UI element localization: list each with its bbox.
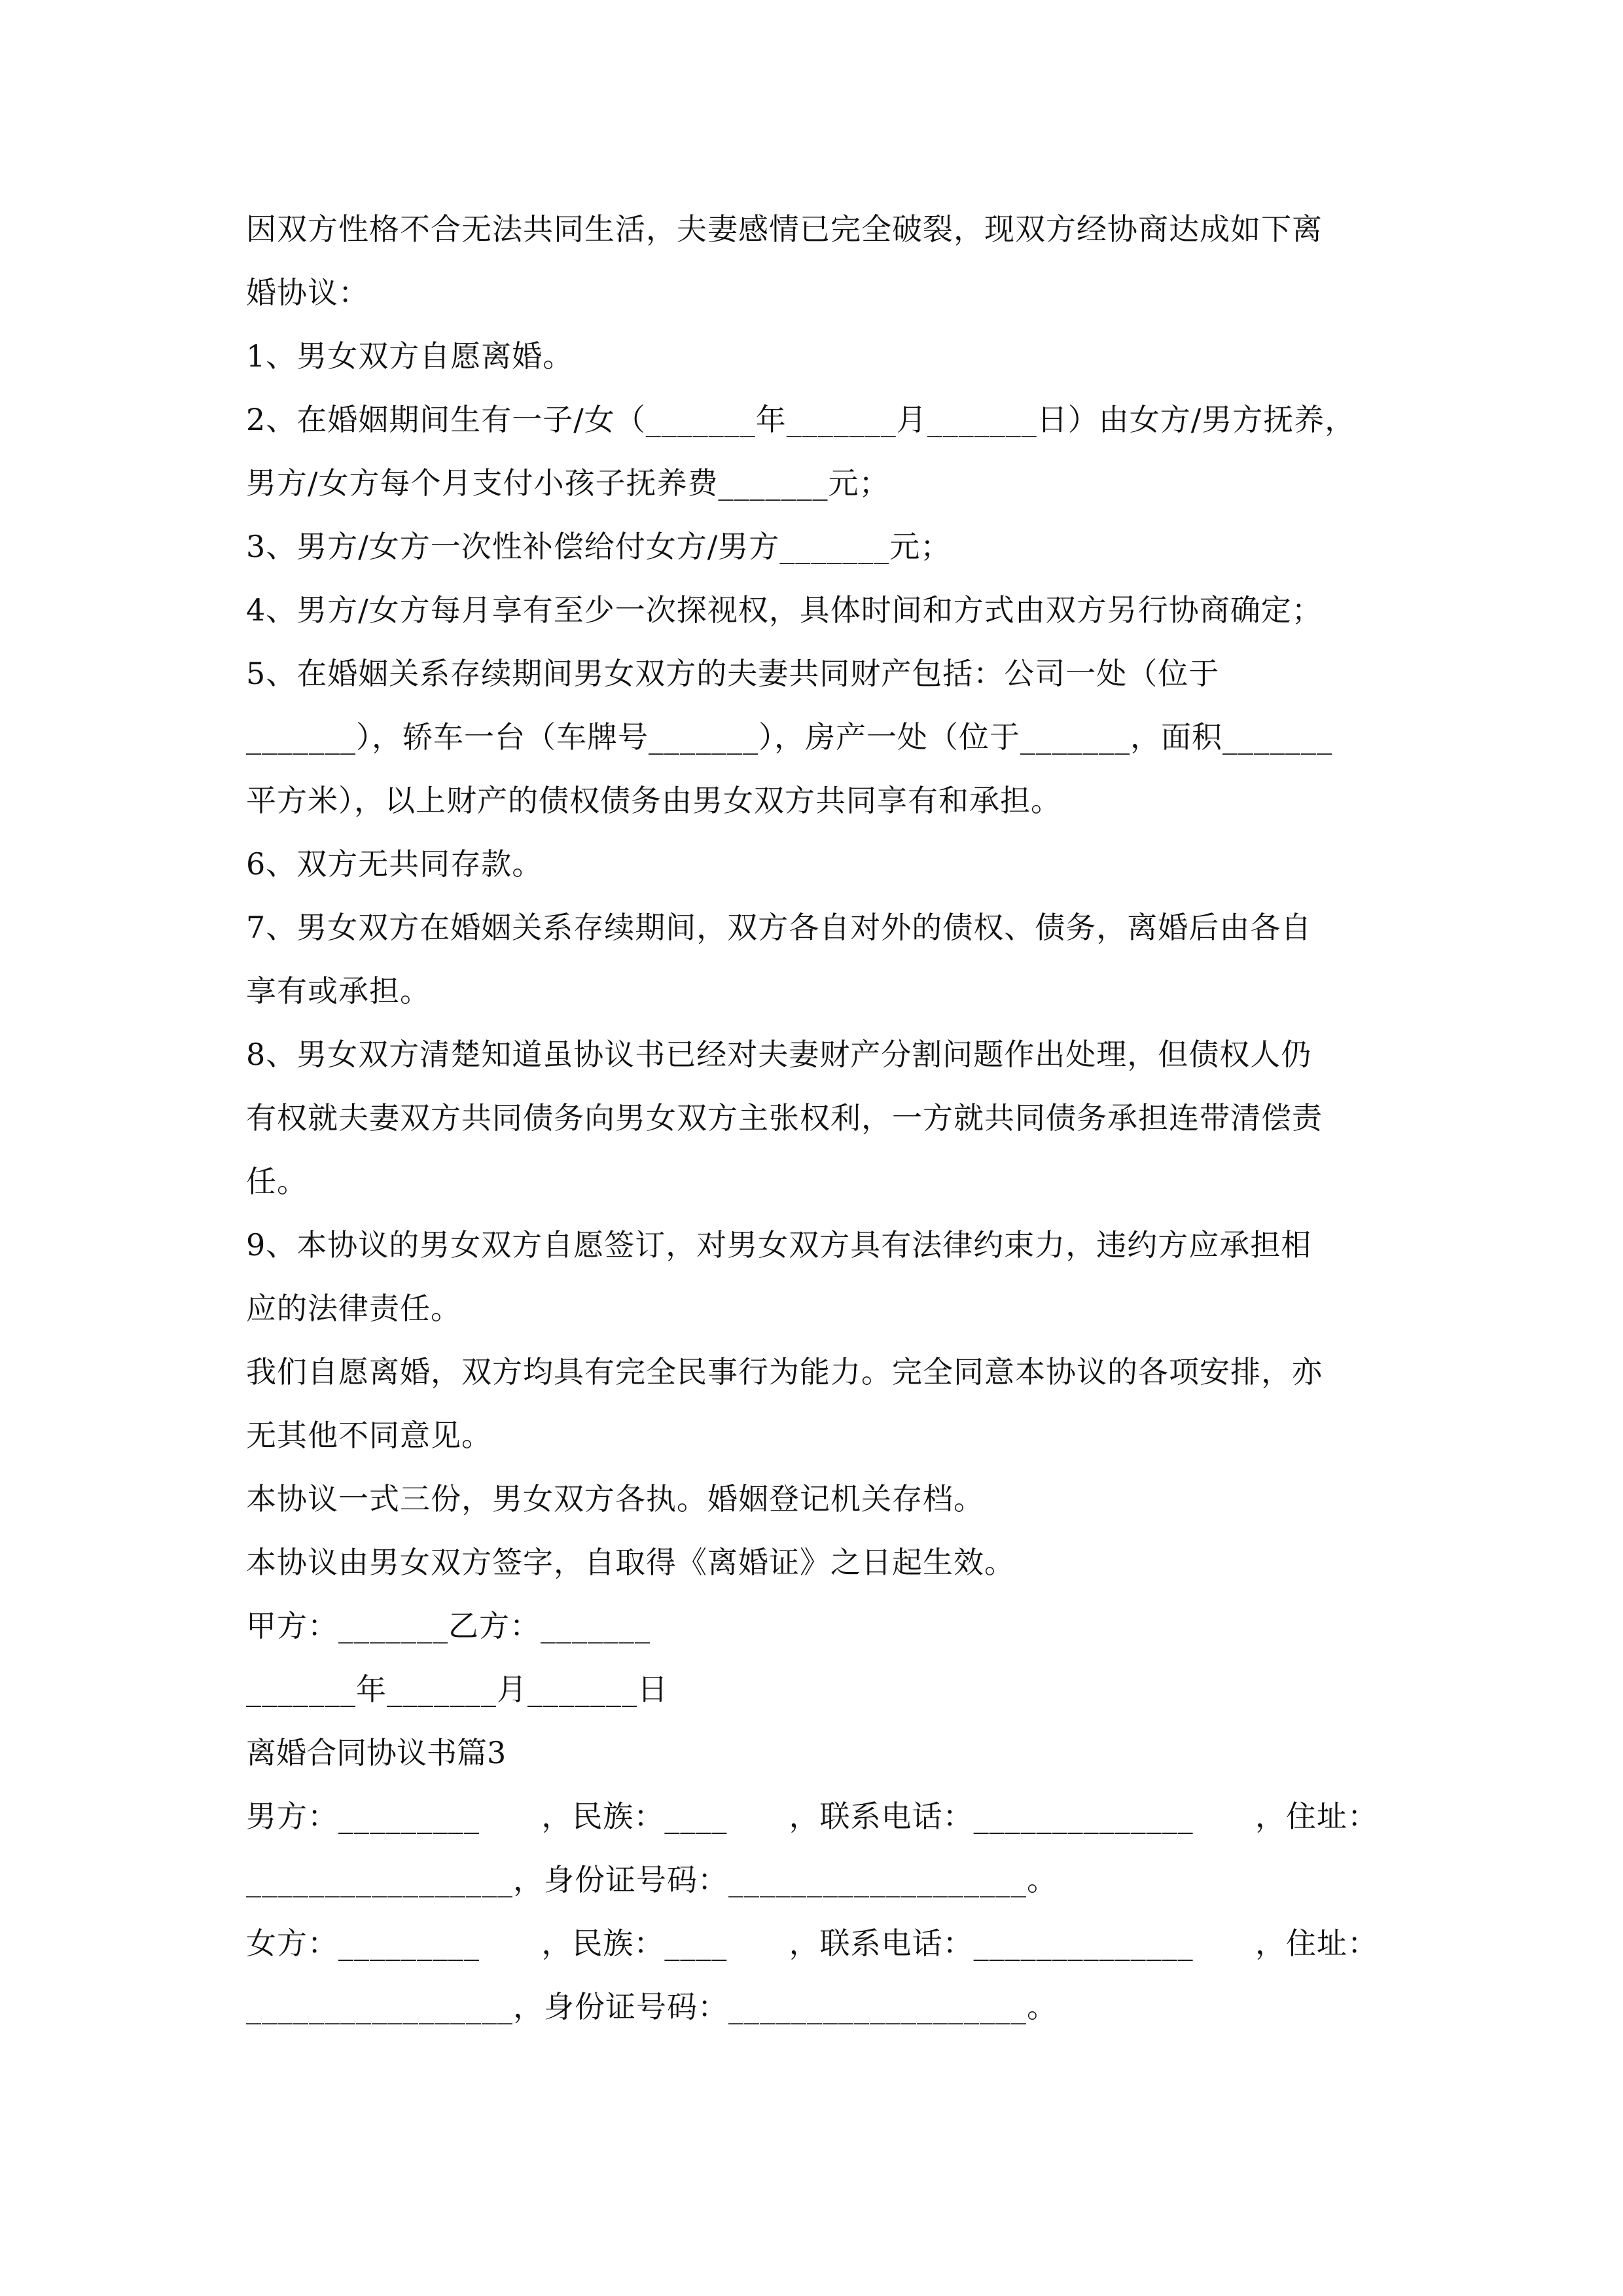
clause-3: 3、男方/女方一次性补偿给付女方/男方_______元； — [246, 529, 952, 564]
female-ethnicity-field: ，民族：____ — [541, 1926, 728, 1961]
paragraph-line: 因双方性格不合无法共同生活，夫妻感情已完全破裂，现双方经协商达成如下离 — [246, 211, 1323, 247]
clause-9-cont: 应的法律责任。 — [246, 1291, 461, 1326]
male-phone-field: ，联系电话：______________ — [789, 1799, 1194, 1834]
clause-7: 7、男女双方在婚姻关系存续期间，双方各自对外的债权、债务，离婚后由各自 — [246, 910, 1312, 945]
clause-5: 5、在婚姻关系存续期间男女双方的夫妻共同财产包括：公司一处（位于 — [246, 656, 1220, 691]
declaration-cont: 无其他不同意见。 — [246, 1418, 492, 1453]
male-party-field: 男方：_________ — [246, 1799, 480, 1834]
copies-statement: 本协议一式三份，男女双方各执。婚姻登记机关存档。 — [246, 1481, 984, 1516]
agreement-body — [246, 198, 1378, 2039]
clause-7-cont: 享有或承担。 — [246, 973, 431, 1009]
female-party-field: 女方：_________ — [246, 1926, 480, 1961]
female-address-label: ，住址： — [1255, 1926, 1378, 1961]
clause-2-cont: 男方/女方每个月支付小孩子抚养费_______元； — [246, 465, 890, 501]
female-info-row — [246, 1912, 1378, 1975]
male-info-row — [246, 1785, 1378, 1848]
clause-1: 1、男女双方自愿离婚。 — [246, 338, 574, 374]
clause-2: 2、在婚姻期间生有一子/女（_______年_______月_______日）由女方/男方抚养， — [246, 402, 1356, 437]
male-address-label: ，住址： — [1255, 1799, 1378, 1834]
declaration: 我们自愿离婚，双方均具有完全民事行为能力。完全同意本协议的各项安排，亦 — [246, 1354, 1323, 1390]
clause-8: 8、男女双方清楚知道虽协议书已经对夫妻财产分割问题作出处理，但债权人仍 — [246, 1037, 1312, 1072]
clause-5-cont: _______），轿车一台（车牌号_______），房产一处（位于_______，面积_______ — [246, 719, 1332, 755]
clause-5-cont: 平方米），以上财产的债权债务由男女双方共同享有和承担。 — [246, 783, 1061, 818]
clause-4: 4、男方/女方每月享有至少一次探视权，具体时间和方式由双方另行协商确定； — [246, 592, 1323, 628]
paragraph-line: 婚协议： — [246, 275, 369, 310]
female-id-line: _________________，身份证号码：___________________。 — [246, 1989, 1058, 2024]
female-phone-field: ，联系电话：______________ — [789, 1926, 1194, 1961]
clause-8-cont: 有权就夫妻双方共同债务向男女双方主张权利，一方就共同债务承担连带清偿责 — [246, 1100, 1323, 1136]
clause-9: 9、本协议的男女双方自愿签订，对男女双方具有法律约束力，违约方应承担相 — [246, 1227, 1312, 1263]
male-id-line: _________________，身份证号码：___________________。 — [246, 1862, 1058, 1897]
effective-statement: 本协议由男女双方签字，自取得《离婚证》之日起生效。 — [246, 1545, 1015, 1580]
date-line: _______年_______月_______日 — [246, 1672, 668, 1707]
clause-6: 6、双方无共同存款。 — [246, 846, 543, 882]
male-ethnicity-field: ，民族：____ — [541, 1799, 728, 1834]
section-title: 离婚合同协议书篇3 — [246, 1735, 507, 1770]
signature-line: 甲方：_______乙方：_______ — [246, 1608, 651, 1643]
clause-8-cont: 任。 — [246, 1164, 308, 1199]
